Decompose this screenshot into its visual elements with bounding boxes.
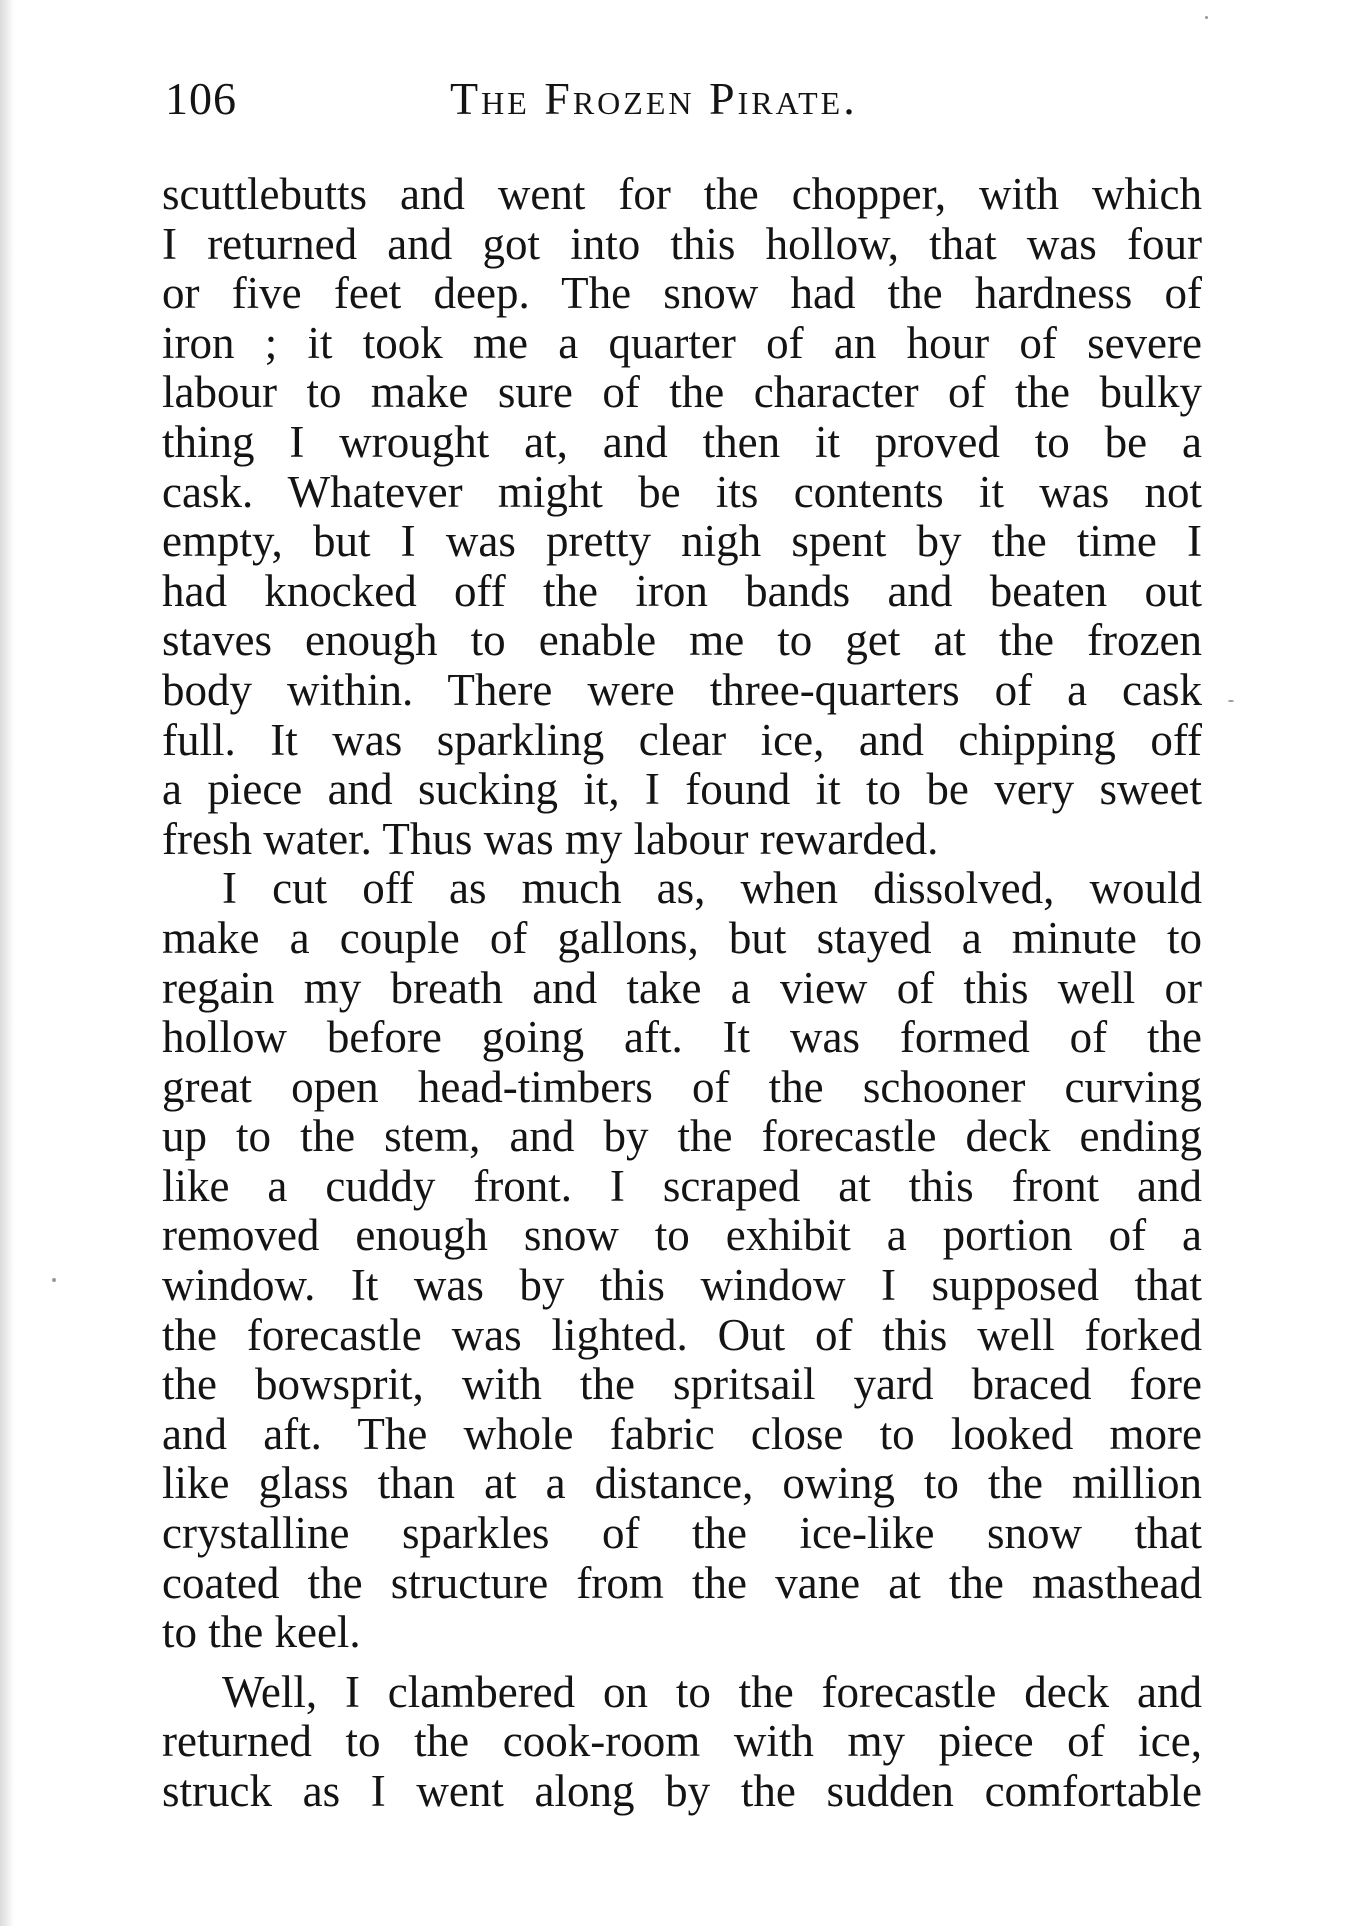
- paragraph: [162, 864, 1202, 1658]
- text-line: fresh water. Thus was my labour rewarded.: [162, 813, 939, 864]
- text-line: like glass than at a distance, owing to the million: [162, 1458, 1202, 1509]
- text-line: hollow before going aft. It was formed of the: [162, 1012, 1202, 1063]
- text-line: the forecastle was lighted. Out of this well forked: [162, 1309, 1202, 1360]
- text-line: to the keel.: [162, 1607, 361, 1658]
- scan-speck: [52, 1278, 56, 1282]
- text-line: I cut off as much as, when dissolved, would: [222, 863, 1202, 914]
- text-line: body within. There were three-quarters of a cask: [162, 664, 1202, 715]
- body-text: [162, 170, 1202, 1817]
- text-line: and aft. The whole fabric close to looked more: [162, 1408, 1202, 1459]
- page-number: 106: [165, 73, 237, 124]
- text-line: iron ; it took me a quarter of an hour of severe: [162, 317, 1202, 368]
- text-line: Well, I clambered on to the forecastle deck and: [222, 1666, 1202, 1717]
- text-line: or five feet deep. The snow had the hardness of: [162, 268, 1202, 319]
- text-line: a piece and sucking it, I found it to be very sweet: [162, 764, 1202, 815]
- text-line: crystalline sparkles of the ice-like snow that: [162, 1508, 1202, 1559]
- text-line: cask. Whatever might be its contents it was not: [162, 466, 1202, 517]
- text-line: I returned and got into this hollow, that was four: [162, 218, 1202, 269]
- text-line: removed enough snow to exhibit a portion of a: [162, 1210, 1202, 1261]
- text-line: the bowsprit, with the spritsail yard braced fore: [162, 1359, 1202, 1410]
- text-line: up to the stem, and by the forecastle deck ending: [162, 1111, 1202, 1162]
- text-line: coated the structure from the vane at the masthead: [162, 1557, 1202, 1608]
- text-line: thing I wrought at, and then it proved to be a: [162, 416, 1202, 467]
- text-line: empty, but I was pretty nigh spent by the time I: [162, 516, 1202, 567]
- scan-speck: [1205, 16, 1208, 19]
- text-line: labour to make sure of the character of the bulky: [162, 367, 1202, 418]
- text-line: struck as I went along by the sudden comfortable: [162, 1766, 1202, 1816]
- text-line: regain my breath and take a view of this well or: [162, 962, 1202, 1013]
- paragraph: [162, 1668, 1202, 1817]
- scan-edge-shadow: [0, 0, 14, 1926]
- paragraph: [162, 170, 1202, 864]
- text-line: like a cuddy front. I scraped at this front and: [162, 1160, 1202, 1211]
- running-title: The Frozen Pirate.: [450, 73, 858, 124]
- text-line: returned to the cook-room with my piece of ice,: [162, 1716, 1202, 1767]
- text-line: had knocked off the iron bands and beaten out: [162, 565, 1202, 616]
- text-line: staves enough to enable me to get at the frozen: [162, 615, 1202, 666]
- text-line: make a couple of gallons, but stayed a minute to: [162, 912, 1202, 963]
- text-line: window. It was by this window I supposed that: [162, 1260, 1202, 1311]
- page-header: [165, 72, 1195, 142]
- text-line: full. It was sparkling clear ice, and chipping off: [162, 714, 1202, 765]
- text-line: scuttlebutts and went for the chopper, with which: [162, 169, 1202, 219]
- scan-speck: [1228, 700, 1234, 702]
- text-line: great open head-timbers of the schooner curving: [162, 1061, 1202, 1112]
